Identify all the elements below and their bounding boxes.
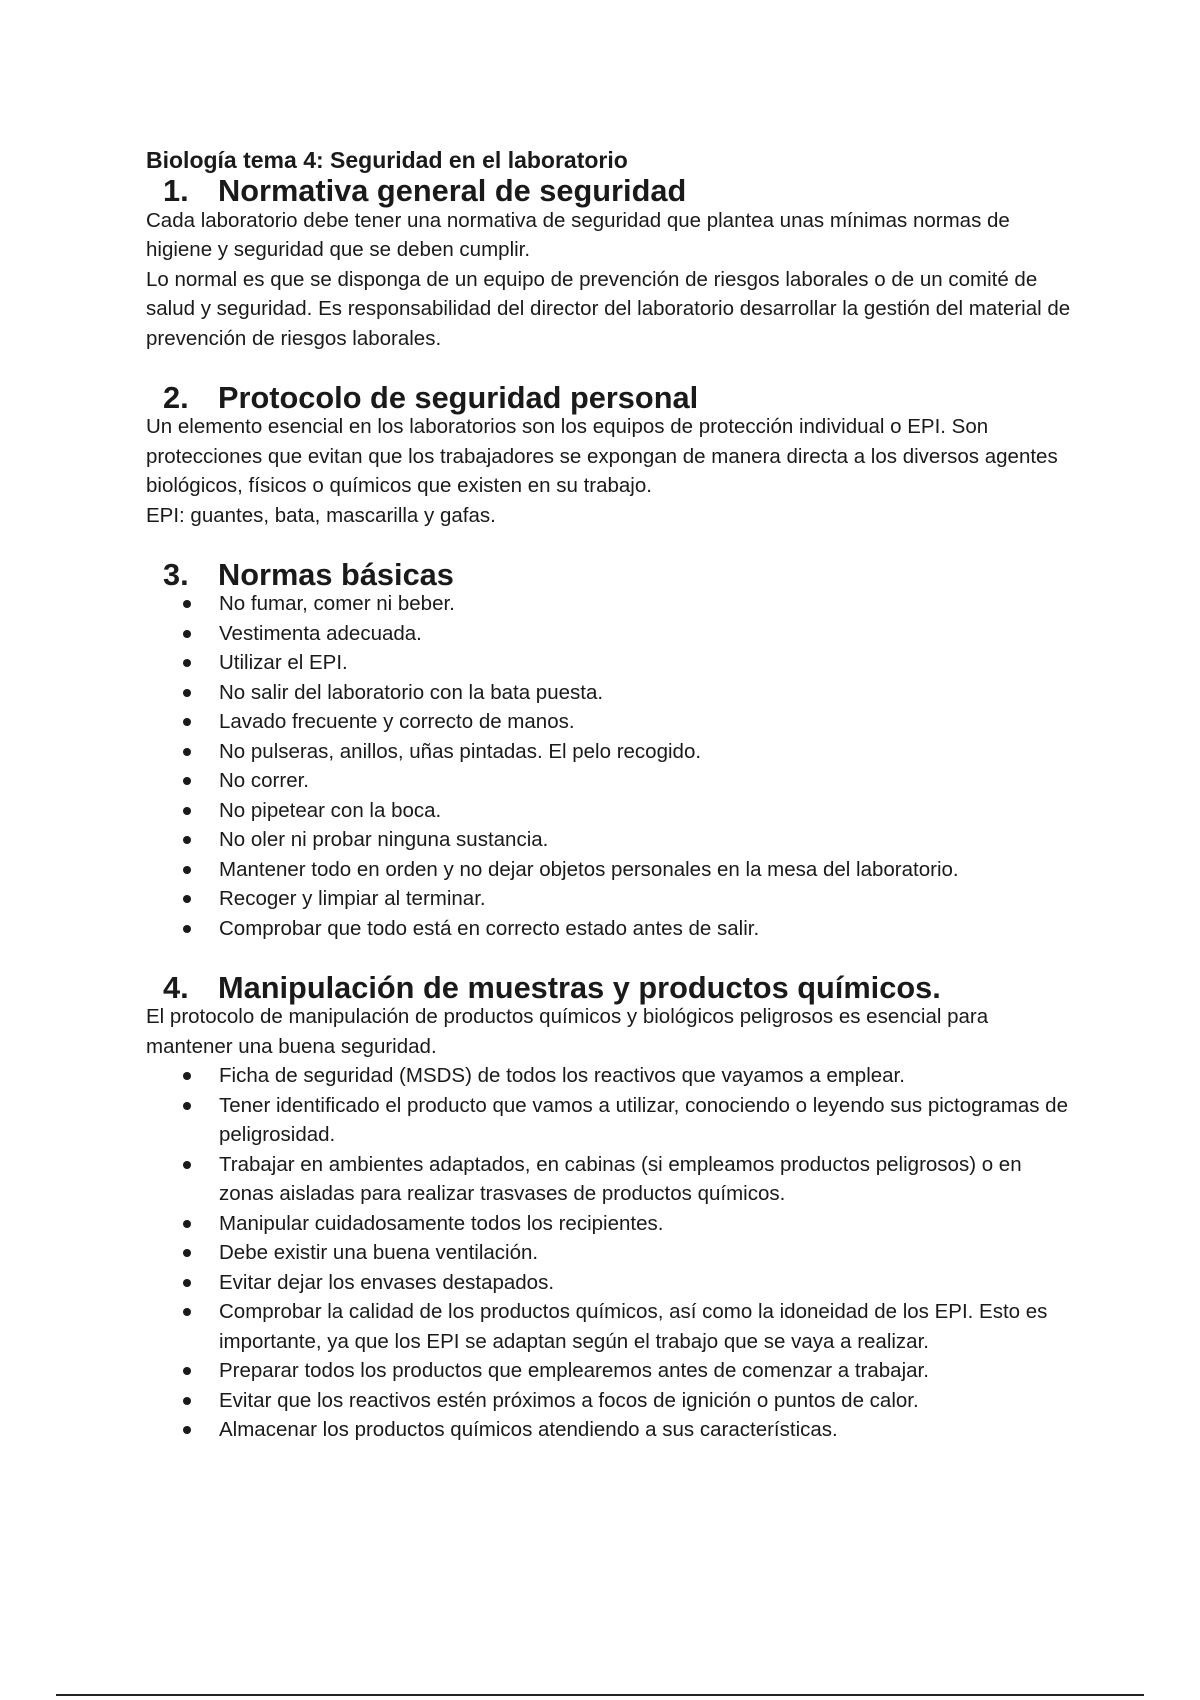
paragraph: Lo normal es que se disponga de un equipo de prevención de riesgos laborales o de un comité de salud y seguridad. Es responsabilidad del director del laboratorio desarrollar la gestión del material de prevención de riesgos laborales. xyxy=(146,267,1071,350)
section-heading xyxy=(146,969,1076,1005)
bullet-icon xyxy=(183,600,191,608)
list-item: Debe existir una buena ventilación. xyxy=(146,1238,1076,1268)
list-item: No pulseras, anillos, uñas pintadas. El pelo recogido. xyxy=(146,737,1076,767)
list-item: Mantener todo en orden y no dejar objetos personales en la mesa del laboratorio. xyxy=(146,855,1076,885)
list-item: Evitar dejar los envases destapados. xyxy=(146,1268,1076,1298)
bullet-icon xyxy=(183,748,191,756)
bullet-icon xyxy=(183,1397,191,1405)
section-number: 1. xyxy=(163,173,189,208)
section-heading-text: Normas básicas xyxy=(218,556,454,592)
document-page xyxy=(146,144,1076,1445)
bullet-icon xyxy=(183,1367,191,1375)
bullet-icon xyxy=(183,925,191,933)
bullet-list xyxy=(146,1061,1076,1445)
section-number: 2. xyxy=(163,379,189,415)
section-heading-text: Normativa general de seguridad xyxy=(218,173,687,208)
bullet-icon xyxy=(183,689,191,697)
section-number: 3. xyxy=(163,556,189,592)
list-item: Comprobar la calidad de los productos químicos, así como la idoneidad de los EPI. Esto es importante, ya que los EPI se adaptan según el trabajo que se vaya a realizar. xyxy=(146,1297,1076,1356)
bullet-icon xyxy=(183,777,191,785)
bullet-icon xyxy=(183,1249,191,1257)
bullet-icon xyxy=(183,1102,191,1110)
bullet-icon xyxy=(183,1220,191,1228)
list-item: Preparar todos los productos que emplearemos antes de comenzar a trabajar. xyxy=(146,1356,1076,1386)
bullet-icon xyxy=(183,1161,191,1169)
section-normas-basicas xyxy=(146,556,1076,944)
bullet-icon xyxy=(183,630,191,638)
section-number: 4. xyxy=(163,969,189,1005)
section-heading xyxy=(146,556,1076,592)
bullet-icon xyxy=(183,1426,191,1434)
list-item: Manipular cuidadosamente todos los recipientes. xyxy=(146,1209,1076,1239)
list-item: Tener identificado el producto que vamos a utilizar, conociendo o leyendo sus pictogramas de peligrosidad. xyxy=(146,1091,1076,1150)
paragraph: El protocolo de manipulación de productos químicos y biológicos peligrosos es esencial para mantener una buena seguridad. xyxy=(146,1005,989,1058)
section-heading-text: Protocolo de seguridad personal xyxy=(218,379,699,415)
list-item: No oler ni probar ninguna sustancia. xyxy=(146,825,1076,855)
bullet-icon xyxy=(183,836,191,844)
list-item: Trabajar en ambientes adaptados, en cabinas (si empleamos productos peligrosos) o en zonas aisladas para realizar trasvases de productos químicos. xyxy=(146,1150,1076,1209)
bullet-icon xyxy=(183,1279,191,1287)
section-protocolo xyxy=(146,379,1076,531)
list-item: Recoger y limpiar al terminar. xyxy=(146,884,1076,914)
section-manipulacion xyxy=(146,969,1076,1445)
list-item: Vestimenta adecuada. xyxy=(146,619,1076,649)
bullet-icon xyxy=(183,1308,191,1316)
list-item: Lavado frecuente y correcto de manos. xyxy=(146,707,1076,737)
section-heading xyxy=(146,173,1076,208)
list-item: Almacenar los productos químicos atendiendo a sus características. xyxy=(146,1415,1076,1445)
bullet-icon xyxy=(183,807,191,815)
section-normativa xyxy=(146,173,1076,353)
list-item: No pipetear con la boca. xyxy=(146,796,1076,826)
list-item: No correr. xyxy=(146,766,1076,796)
list-item: Utilizar el EPI. xyxy=(146,648,1076,678)
list-item: No salir del laboratorio con la bata puesta. xyxy=(146,678,1076,708)
list-item: No fumar, comer ni beber. xyxy=(146,589,1076,619)
paragraph: Un elemento esencial en los laboratorios son los equipos de protección individual o EPI. Son protecciones que evitan que los trabajadores se expongan de manera directa a los diversos agentes biológicos, físicos o químicos que existen en su trabajo. xyxy=(146,415,1058,497)
page-bottom-rule xyxy=(56,1694,1144,1696)
bullet-list xyxy=(146,589,1076,943)
paragraph: Cada laboratorio debe tener una normativa de seguridad que plantea unas mínimas normas de higiene y seguridad que se deben cumplir. xyxy=(146,208,1010,261)
paragraph: EPI: guantes, bata, mascarilla y gafas. xyxy=(146,503,496,527)
bullet-icon xyxy=(183,718,191,726)
bullet-icon xyxy=(183,659,191,667)
list-item: Comprobar que todo está en correcto estado antes de salir. xyxy=(146,914,1076,944)
bullet-icon xyxy=(183,1072,191,1080)
bullet-icon xyxy=(183,895,191,903)
document-title: Biología tema 4: Seguridad en el laboratorio xyxy=(146,147,628,173)
list-item: Ficha de seguridad (MSDS) de todos los reactivos que vayamos a emplear. xyxy=(146,1061,1076,1091)
list-item: Evitar que los reactivos estén próximos a focos de ignición o puntos de calor. xyxy=(146,1386,1076,1416)
section-heading-text: Manipulación de muestras y productos químicos. xyxy=(218,969,941,1005)
section-heading xyxy=(146,379,1076,415)
bullet-icon xyxy=(183,866,191,874)
